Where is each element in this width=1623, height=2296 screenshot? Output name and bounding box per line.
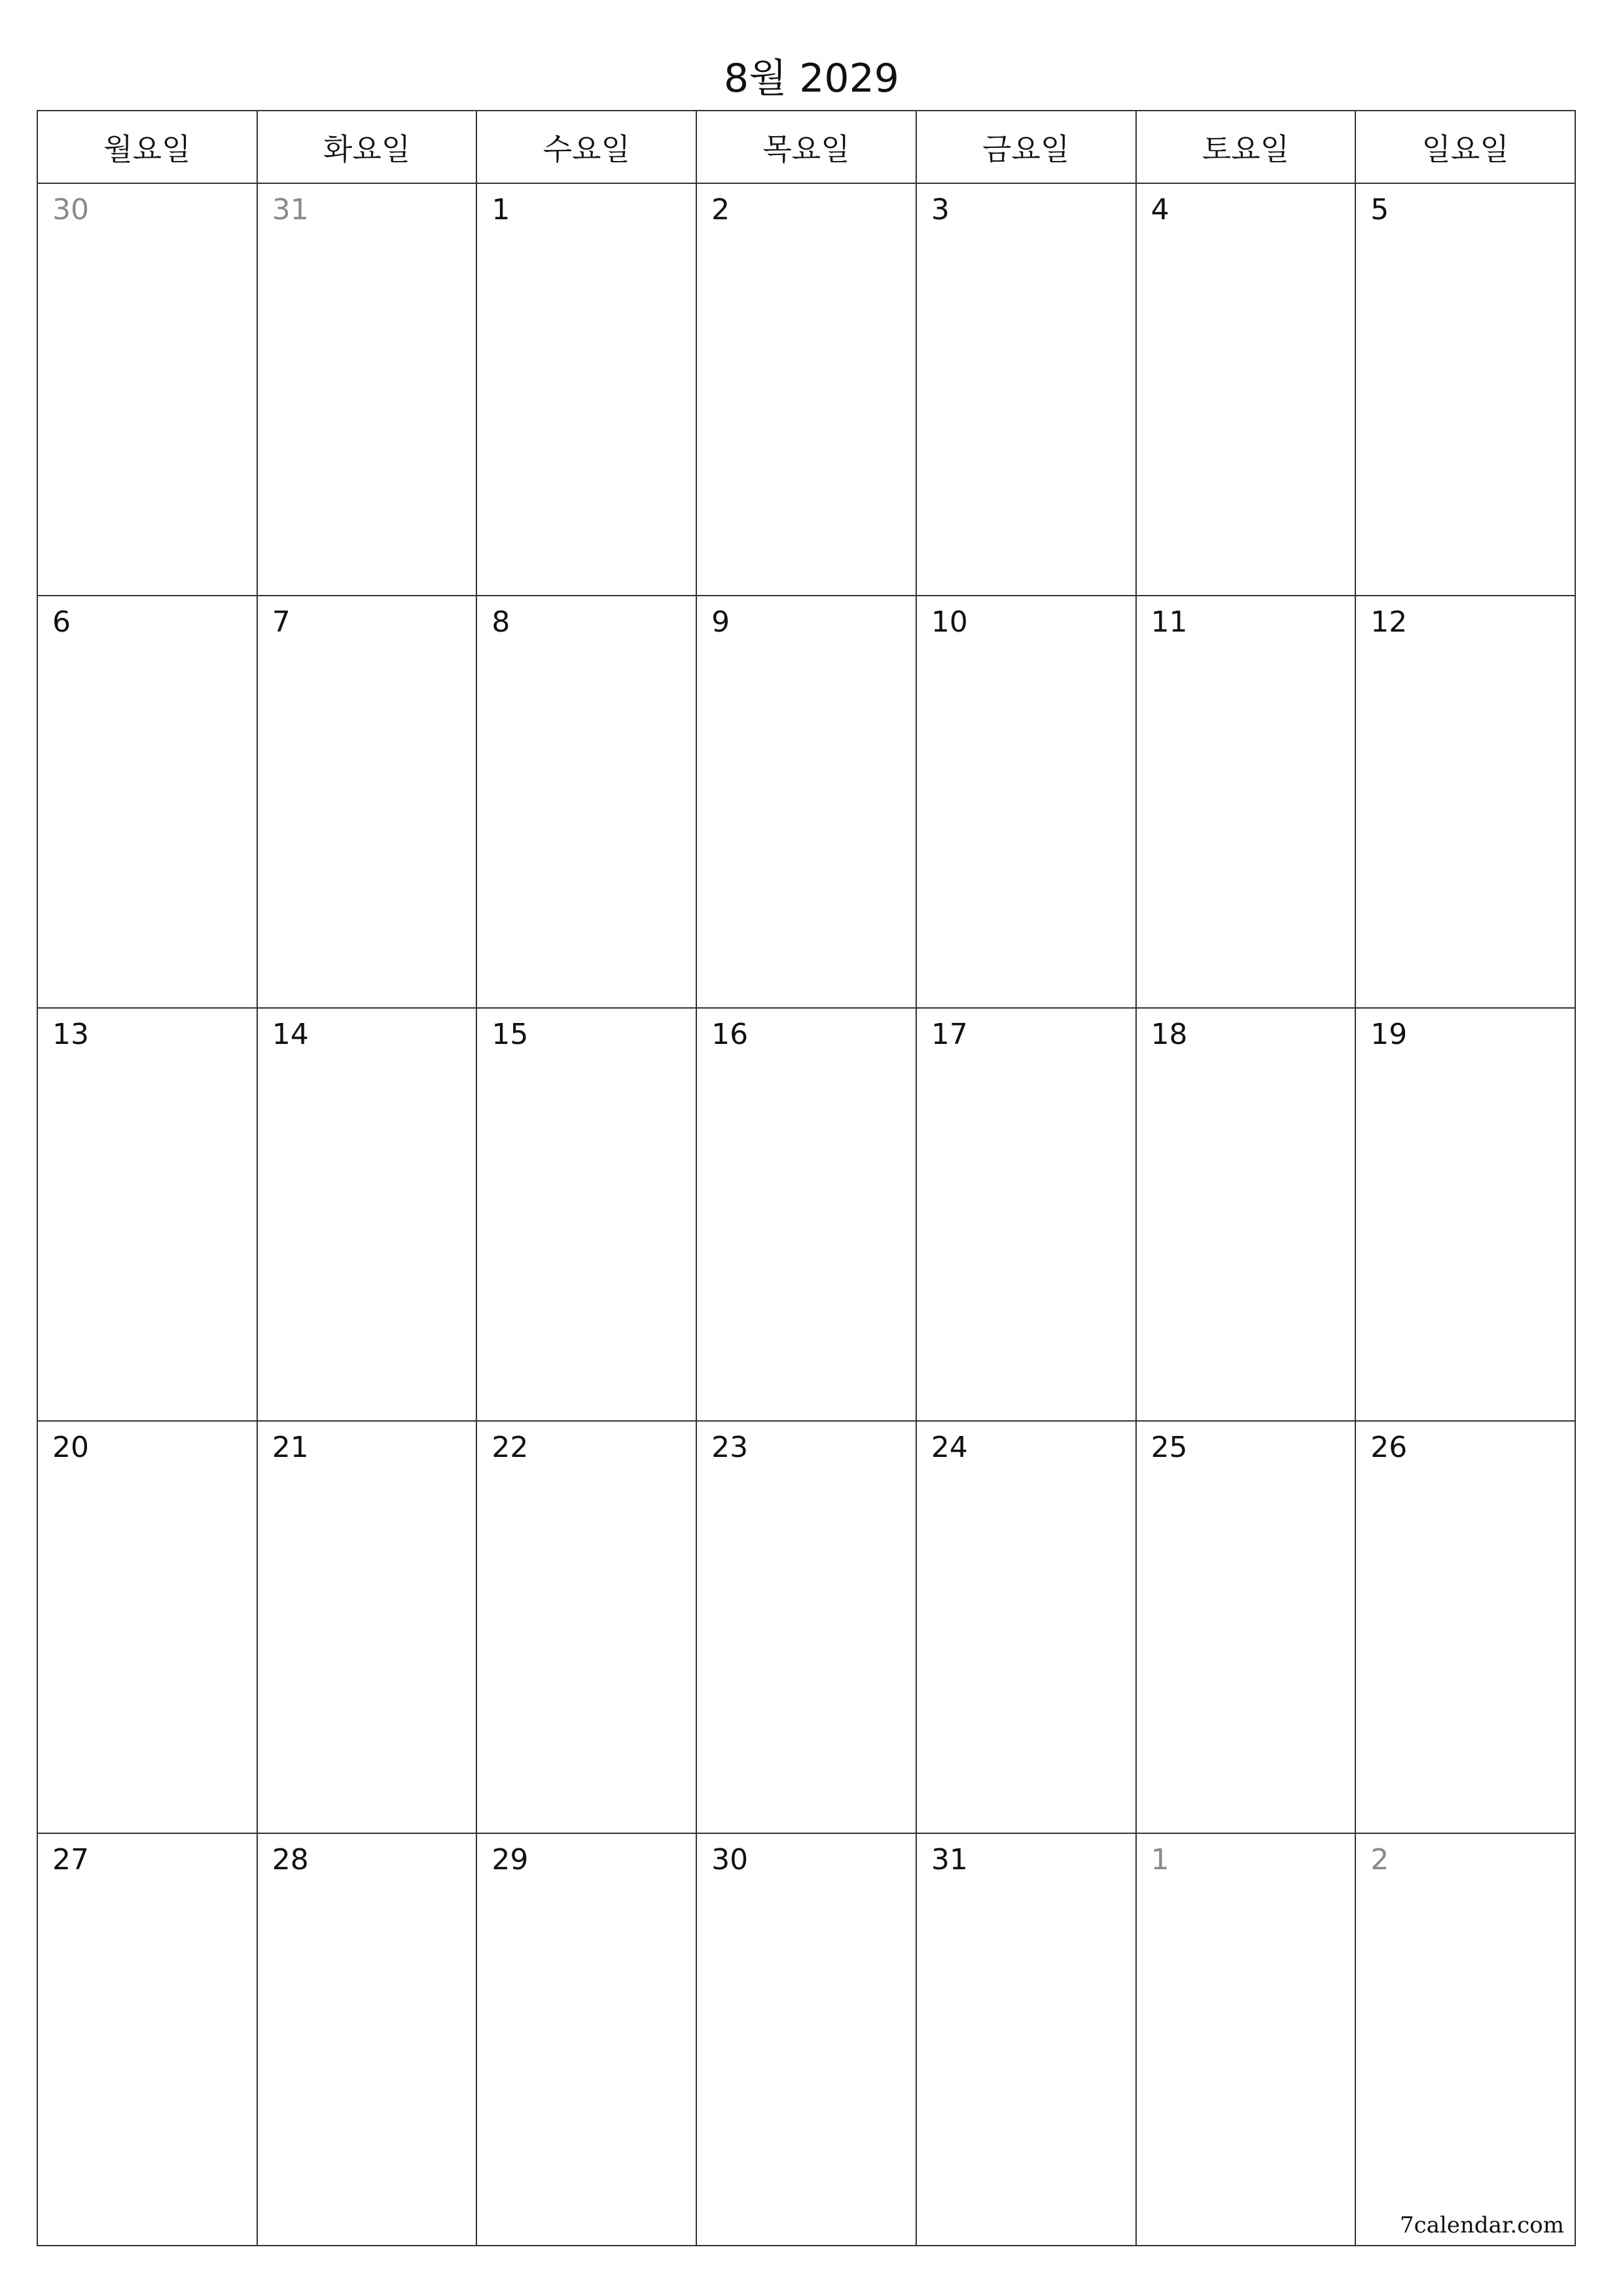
- day-number: 18: [1150, 1018, 1188, 1052]
- day-cell[interactable]: [477, 184, 697, 596]
- day-number: 27: [52, 1842, 89, 1876]
- day-number: 13: [52, 1018, 89, 1052]
- day-cell[interactable]: [1356, 1834, 1576, 2246]
- day-number: 8: [491, 605, 510, 639]
- day-cell[interactable]: [477, 1834, 697, 2246]
- day-cell[interactable]: [1356, 184, 1576, 596]
- day-number: 23: [711, 1430, 749, 1464]
- day-cell[interactable]: [477, 1009, 697, 1421]
- day-number: 14: [272, 1018, 309, 1052]
- day-cell[interactable]: [38, 1834, 258, 2246]
- day-number: 7: [272, 605, 291, 639]
- calendar-grid: [37, 110, 1576, 2246]
- weekday-header: 금요일: [917, 111, 1137, 184]
- day-cell[interactable]: [1137, 184, 1357, 596]
- day-number: 30: [711, 1842, 749, 1876]
- day-cell[interactable]: [38, 596, 258, 1009]
- day-number: 15: [491, 1018, 529, 1052]
- day-cell[interactable]: [697, 1834, 917, 2246]
- day-cell[interactable]: [1356, 1009, 1576, 1421]
- day-cell[interactable]: [697, 1422, 917, 1834]
- day-number-other-month: 1: [1150, 1842, 1169, 1876]
- day-cell[interactable]: [697, 184, 917, 596]
- day-number: 17: [931, 1018, 968, 1052]
- day-cell[interactable]: [917, 1834, 1137, 2246]
- day-cell[interactable]: [1137, 1422, 1357, 1834]
- day-number: 25: [1150, 1430, 1188, 1464]
- day-number: 9: [711, 605, 730, 639]
- day-number: 12: [1370, 605, 1408, 639]
- day-number: 19: [1370, 1018, 1408, 1052]
- day-cell[interactable]: [258, 1422, 478, 1834]
- weekday-header: 토요일: [1137, 111, 1357, 184]
- day-cell[interactable]: [917, 596, 1137, 1009]
- day-number-other-month: 30: [52, 193, 89, 226]
- day-cell[interactable]: [917, 1422, 1137, 1834]
- day-number: 5: [1370, 193, 1389, 226]
- day-cell[interactable]: [258, 1009, 478, 1421]
- day-cell[interactable]: [1137, 596, 1357, 1009]
- day-cell[interactable]: [1356, 596, 1576, 1009]
- day-cell[interactable]: [697, 596, 917, 1009]
- day-number-other-month: 2: [1370, 1842, 1389, 1876]
- day-number: 21: [272, 1430, 309, 1464]
- day-cell[interactable]: [38, 184, 258, 596]
- day-number: 11: [1150, 605, 1188, 639]
- day-number: 24: [931, 1430, 968, 1464]
- weekday-header: 수요일: [477, 111, 697, 184]
- day-number: 20: [52, 1430, 89, 1464]
- day-cell[interactable]: [477, 1422, 697, 1834]
- day-cell[interactable]: [38, 1009, 258, 1421]
- day-cell[interactable]: [38, 1422, 258, 1834]
- day-number: 16: [711, 1018, 749, 1052]
- day-number: 10: [931, 605, 968, 639]
- day-cell[interactable]: [697, 1009, 917, 1421]
- day-cell[interactable]: [258, 184, 478, 596]
- day-number: 4: [1150, 193, 1169, 226]
- day-number-other-month: 31: [272, 193, 309, 226]
- weekday-header: 목요일: [697, 111, 917, 184]
- day-cell[interactable]: [258, 596, 478, 1009]
- day-number: 31: [931, 1842, 968, 1876]
- day-number: 29: [491, 1842, 529, 1876]
- day-number: 1: [491, 193, 510, 226]
- day-number: 26: [1370, 1430, 1408, 1464]
- day-cell[interactable]: [917, 1009, 1137, 1421]
- day-cell[interactable]: [917, 184, 1137, 596]
- day-cell[interactable]: [1137, 1009, 1357, 1421]
- weekday-header: 일요일: [1356, 111, 1576, 184]
- day-cell[interactable]: [1356, 1422, 1576, 1834]
- day-cell[interactable]: [1137, 1834, 1357, 2246]
- day-number: 2: [711, 193, 730, 226]
- day-number: 28: [272, 1842, 309, 1876]
- weekday-header: 화요일: [258, 111, 478, 184]
- day-number: 6: [52, 605, 71, 639]
- weekday-header: 월요일: [38, 111, 258, 184]
- day-number: 3: [931, 193, 950, 226]
- day-cell[interactable]: [477, 596, 697, 1009]
- page-title: 8월 2029: [724, 56, 899, 101]
- day-cell[interactable]: [258, 1834, 478, 2246]
- footer-credit: 7calendar.com: [1400, 2212, 1564, 2238]
- day-number: 22: [491, 1430, 529, 1464]
